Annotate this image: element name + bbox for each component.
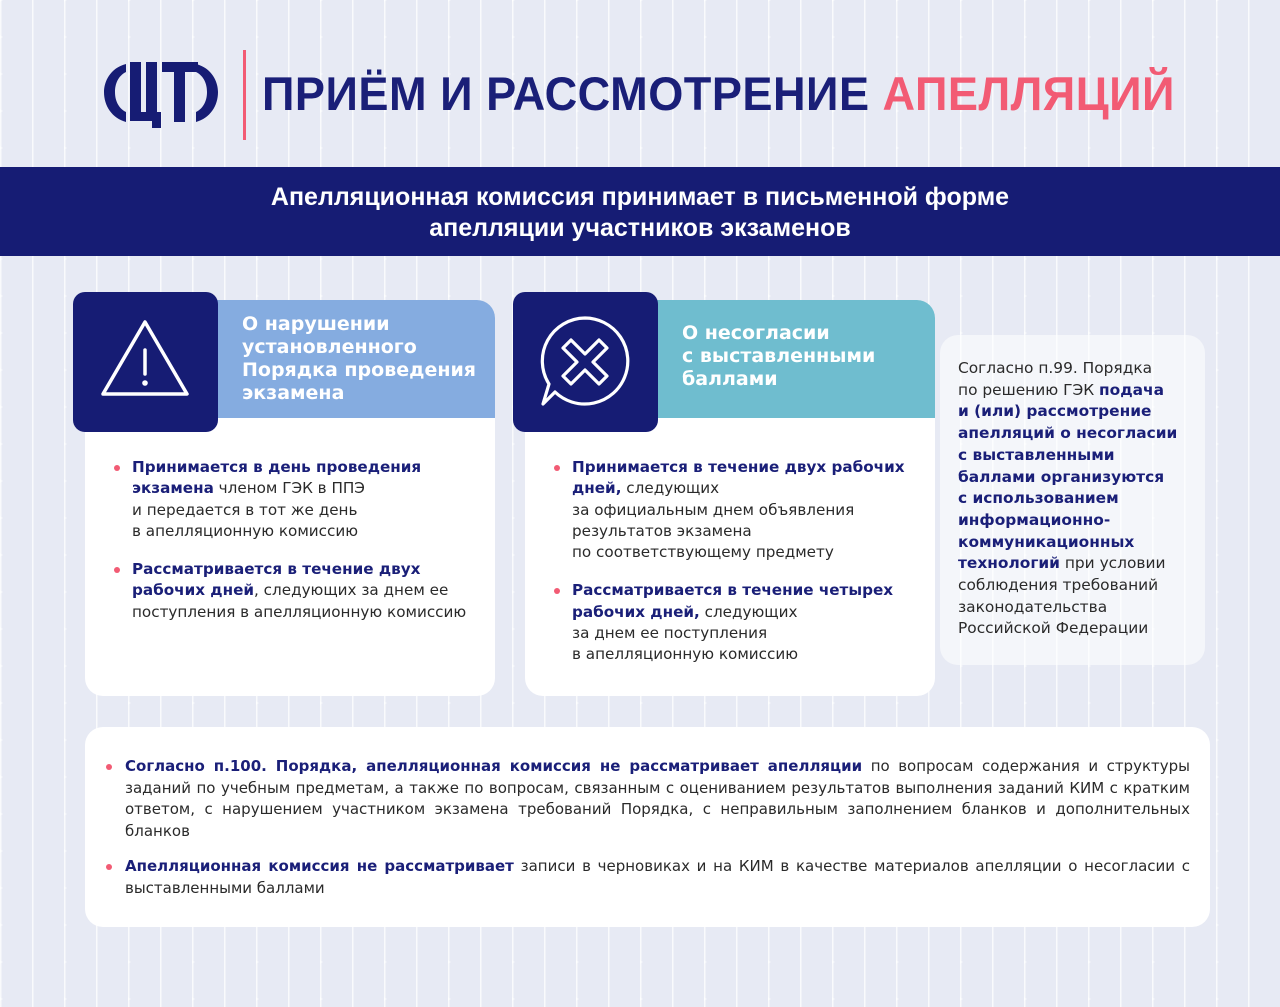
bullet-bold: Рассматривается в течение двух рабочих дней xyxy=(132,560,421,600)
bullet-text: членом ГЭК в ППЭ и передается в тот же день в апелляционную комиссию xyxy=(132,479,365,540)
side-note-outro: при условии соблюдения требований законодательства Российской Федерации xyxy=(958,554,1166,638)
side-note-bold: подача и (или) рассмотрение апелляций о несогласии с выставленными баллами организуются с использованием информационно- коммуникационных технологий xyxy=(958,380,1178,573)
bullet-bold: Согласно п.100. Порядка, апелляционная комиссия не рассматривает апелляции xyxy=(125,757,863,775)
list-item xyxy=(113,457,481,542)
card-bullets xyxy=(553,457,921,683)
card-heading: О несогласии с выставленными баллами xyxy=(682,322,876,390)
bullet-text: следующих за официальным днем объявления результатов экзамена по соответствующему предмету xyxy=(572,479,855,562)
card-bullets xyxy=(113,457,481,640)
list-item xyxy=(553,580,921,665)
bullet-bold: Рассматривается в течение четырех рабочих дней, xyxy=(572,581,894,621)
info-banner xyxy=(0,167,1280,256)
list-item xyxy=(553,457,921,563)
title-main: ПРИЁМ И РАССМОТРЕНИЕ xyxy=(262,67,883,120)
banner-line-1: Апелляционная комиссия принимает в письменной форме xyxy=(270,183,1010,211)
list-item xyxy=(105,756,1190,843)
side-note-text xyxy=(958,358,1198,640)
speech-bubble-x-icon xyxy=(535,312,635,412)
banner-line-2: апелляции участников экзаменов xyxy=(429,214,851,242)
logo-icon xyxy=(102,56,220,128)
bottom-bullets xyxy=(105,756,1190,912)
list-item xyxy=(113,559,481,623)
bullet-bold: Апелляционная комиссия не рассматривает xyxy=(125,856,514,875)
header-divider xyxy=(243,50,246,140)
card-disagreement xyxy=(525,300,935,696)
bullet-text: по вопросам содержания и структуры заданий по учебным предметам, а также по вопросам, связанным с оцениванием результатов выполнения заданий КИМ с кратким ответом, с нарушением участником экзамена требований Порядка, с неправильным заполнением бланков и дополнительных бланков xyxy=(125,757,1190,841)
page-title xyxy=(262,66,1175,121)
icon-box xyxy=(513,292,658,432)
bullet-text: , следующих за днем ее поступления в апелляционную комиссию xyxy=(132,581,467,621)
bullet-text: записи в черновиках и на КИМ в качестве материалов апелляции о несогласии с выставленными баллами xyxy=(125,856,1191,897)
list-item xyxy=(105,856,1190,899)
bullet-bold: Принимается в течение двух рабочих дней, xyxy=(572,458,905,498)
card-heading: О нарушении установленного Порядка проведения экзамена xyxy=(242,313,476,404)
bullet-text: следующих за днем ее поступления в апелляционную комиссию xyxy=(572,602,799,664)
side-note-intro: Согласно п.99. Порядка по решению ГЭК xyxy=(958,359,1153,399)
warning-triangle-icon xyxy=(95,312,195,412)
title-accent: АПЕЛЛЯЦИЙ xyxy=(882,67,1175,120)
page-header xyxy=(100,44,1220,140)
card-violation xyxy=(85,300,495,696)
icon-box xyxy=(73,292,218,432)
bullet-bold: Принимается в день проведения экзамена xyxy=(132,458,422,498)
bottom-notes-card xyxy=(85,727,1210,927)
